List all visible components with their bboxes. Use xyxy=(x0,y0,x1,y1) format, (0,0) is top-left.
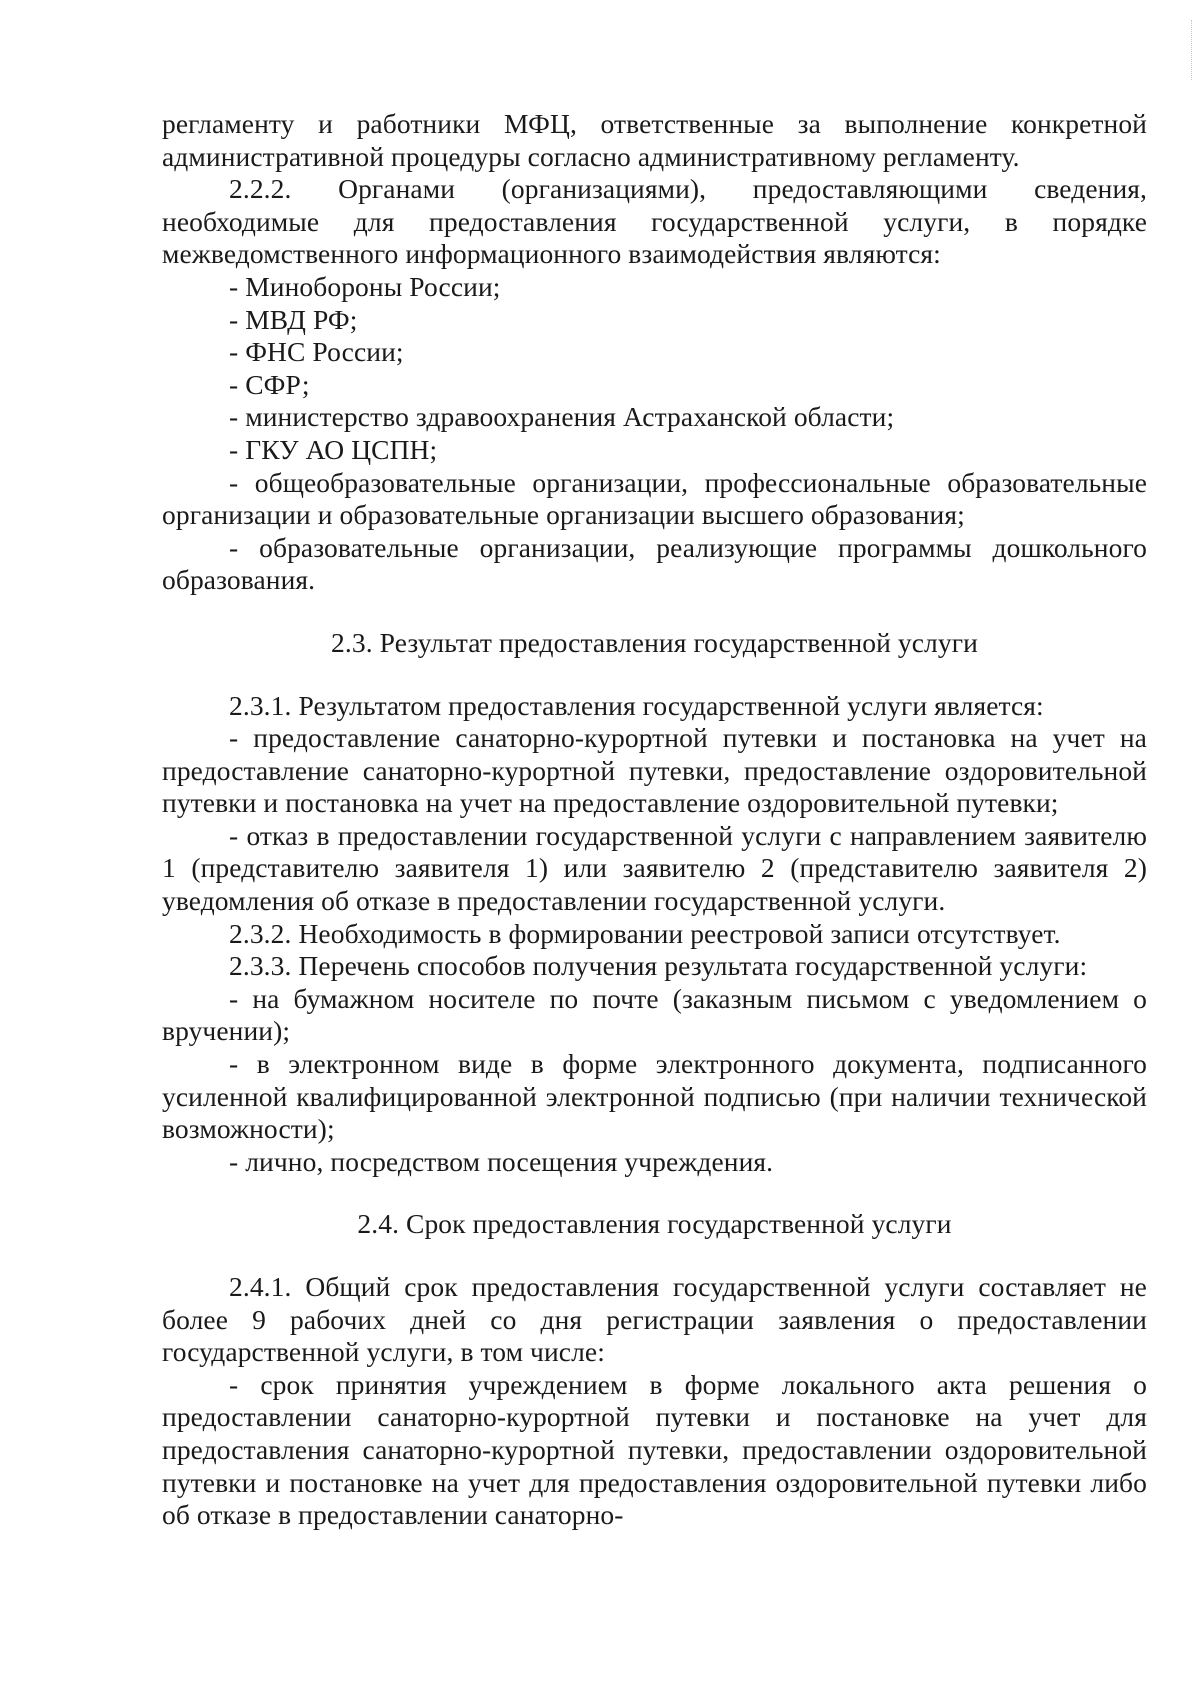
section-heading-2-3: 2.3. Результат предоставления государственной услуги xyxy=(331,626,978,658)
paragraph-2-2-2: 2.2.2. Органами (организациями), предоставляющими сведения, необходимые для предоставления государственной услуги, в порядке межведомственного информационного взаимодействия являются: xyxy=(162,173,1147,270)
list-item-result-refusal: - отказ в предоставлении государственной услуги с направлением заявителю 1 (представителю заявителя 1) или заявителю 2 (представителю заявителя 2) уведомления об отказе в предоставлении государственной услуги. xyxy=(162,819,1147,917)
list-item-mvd: - МВД РФ; xyxy=(229,303,358,335)
list-item-sfr: - СФР; xyxy=(229,368,310,400)
document-page xyxy=(162,108,1147,1532)
list-item-minoborony: - Минобороны России; xyxy=(229,270,501,302)
section-heading-2-4: 2.4. Срок предоставления государственной услуги xyxy=(357,1208,952,1240)
list-item-in-person: - лично, посредством посещения учреждения. xyxy=(229,1145,774,1177)
list-item-edu-orgs: - общеобразовательные организации, профессиональные образовательные организации и образовательные организации высшего образования; xyxy=(162,466,1147,531)
paragraph-2-3-2: 2.3.2. Необходимость в формировании реестровой записи отсутствует. xyxy=(229,917,1061,949)
paragraph-2-3-3: 2.3.3. Перечень способов получения результата государственной услуги: xyxy=(229,950,1088,982)
paragraph-continuation: регламенту и работники МФЦ, ответственные за выполнение конкретной административной процедуры согласно административному регламенту. xyxy=(162,108,1147,172)
list-item-paper-mail: - на бумажном носителе по почте (заказным письмом с уведомлением о вручении); xyxy=(162,982,1147,1047)
list-item-electronic: - в электронном виде в форме электронного документа, подписанного усиленной квалифицированной электронной подписью (при наличии технической возможности); xyxy=(162,1048,1147,1145)
paragraph-2-4-1: 2.4.1. Общий срок предоставления государственной услуги составляет не более 9 рабочих дней со дня регистрации заявления о предоставлении государственной услуги, в том числе: xyxy=(162,1271,1147,1368)
list-item-fns: - ФНС России; xyxy=(229,336,404,368)
list-item-gku: - ГКУ АО ЦСПН; xyxy=(229,433,438,465)
list-item-preschool: - образовательные организации, реализующие программы дошкольного образования. xyxy=(162,531,1147,596)
scan-edge-mark xyxy=(1190,20,1192,80)
list-item-result-grant: - предоставление санаторно-курортной путевки и постановка на учет на предоставление санаторно-курортной путевки, предоставление оздоровительной путевки и постановка на учет на предоставление оздоровительной путевки; xyxy=(162,722,1147,819)
list-item-minzdrav: - министерство здравоохранения Астраханской области; xyxy=(229,401,895,433)
list-item-decision-term: - срок принятия учреждением в форме локального акта решения о предоставлении санаторно-курортной путевки и постановке на учет для предоставления санаторно-курортной путевки, предоставлении оздоровительной путевки и постановке на учет для предоставления оздоровительной путевки либо об отказе в предоставлении санаторно- xyxy=(162,1368,1147,1531)
paragraph-2-3-1: 2.3.1. Результатом предоставления государственной услуги является: xyxy=(229,689,1044,721)
